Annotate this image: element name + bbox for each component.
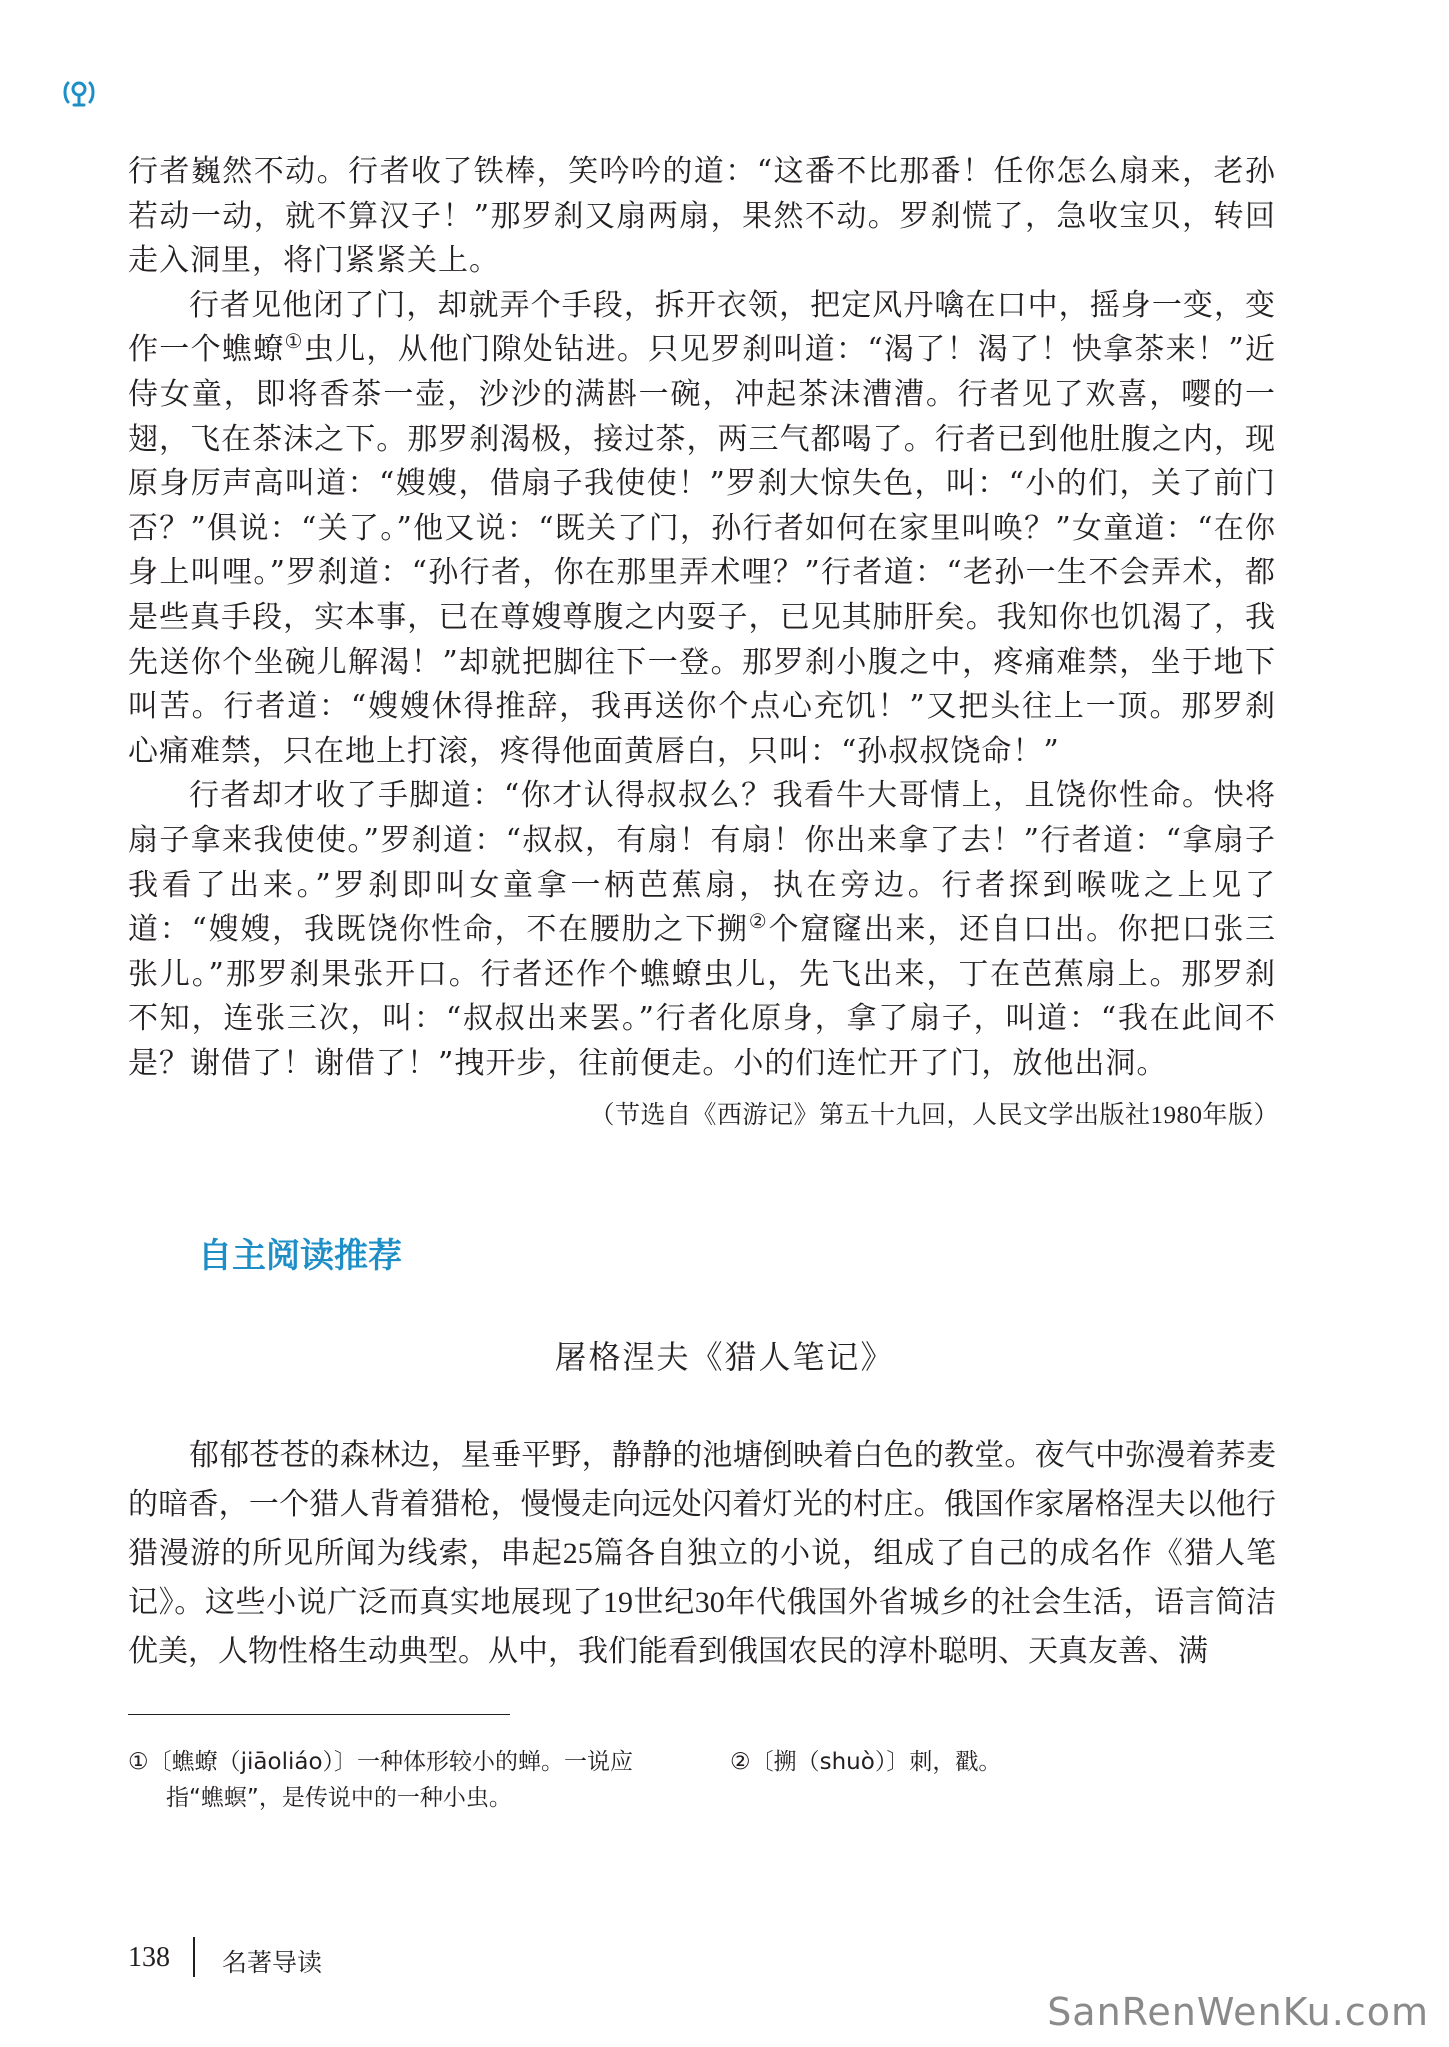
excerpt-paragraph-2-part-1: 行者见他闭了门，却就弄个手段，拆开衣领，把定风丹噙在口中，摇身一变，变作一个蟭蟟 (128, 287, 1276, 368)
reading-badge-icon (62, 78, 96, 108)
footnote-ref-2[interactable]: ② (748, 909, 769, 934)
excerpt-paragraph-2 (128, 284, 1276, 775)
section-heading: 自主阅读推荐 (198, 1236, 402, 1276)
footnote-divider (128, 1714, 510, 1715)
footer-separator (193, 1937, 195, 1977)
excerpt-paragraph-3-part-2: 个窟窿出来，还自口出。你把口张三张儿。”那罗刹果张开口。行者还作个蟭蟟虫儿，先飞出来，丁在芭蕉扇上。那罗刹不知，连张三次，叫：“叔叔出来罢。”行者化原身，拿了扇子，叫道：“我在此间不是？谢借了！谢借了！”拽开步，往前便走。小的们连忙开了门，放他出洞。 (128, 912, 1277, 1081)
book-introduction: 郁郁苍苍的森林边，星垂平野，静静的池塘倒映着白色的教堂。夜气中弥漫着荞麦的暗香，一个猎人背着猎枪，慢慢走向远处闪着灯光的村庄。俄国作家屠格涅夫以他行猎漫游的所见所闻为线索，串起25篇各自独立的小说，组成了自己的成名作《猎人笔记》。这些小说广泛而真实地展现了19世纪30年代俄国外省城乡的社会生活，语言简洁优美，人物性格生动典型。从中，我们能看到俄国农民的淳朴聪明、天真友善、满 (128, 1439, 1276, 1668)
book-title: 屠格涅夫《猎人笔记》 (554, 1338, 895, 1376)
excerpt-paragraph-3 (128, 774, 1276, 1086)
footnote-1-line-1: ①〔蟭蟟（jiāoliáo）〕一种体形较小的蝉。一说应 (128, 1749, 634, 1775)
excerpt-paragraph-2-part-2: 虫儿，从他门隙处钻进。只见罗刹叫道：“渴了！渴了！快拿茶来！”近侍女童，即将香茶一壶，沙沙的满斟一碗，冲起茶沫漕漕。行者见了欢喜，嘤的一翅，飞在茶沫之下。那罗刹渴极，接过茶，两三气都喝了。行者已到他肚腹之内，现原身厉声高叫道：“嫂嫂，借扇子我使使！”罗刹大惊失色，叫：“小的们，关了前门否？”俱说：“关了。”他又说：“既关了门，孙行者如何在家里叫唤？”女童道：“在你身上叫哩。”罗刹道：“孙行者，你在那里弄术哩？”行者道：“老孙一生不会弄术，都是些真手段，实本事，已在尊嫂尊腹之内耍子，已见其肺肝矣。我知你也饥渴了，我先送你个坐碗儿解渴！”却就把脚往下一登。那罗刹小腹之中，疼痛难禁，坐于地下叫苦。行者道：“嫂嫂休得推辞，我再送你个点心充饥！”又把头往上一顶。那罗刹心痛难禁，只在地上打滚，疼得他面黄唇白，只叫：“孙叔叔饶命！” (128, 332, 1277, 769)
novel-excerpt (128, 150, 1276, 1086)
footnote-ref-1[interactable]: ① (284, 329, 304, 354)
watermark: SanRenWenKu.com (1047, 1990, 1429, 2034)
footer-book-name: 名著导读 (222, 1948, 323, 1977)
footnote-1 (128, 1744, 688, 1816)
excerpt-paragraph-3-part-1: 行者却才收了手脚道：“你才认得叔叔么？我看牛大哥情上，且饶你性命。快将扇子拿来我使使。”罗刹道：“叔叔，有扇！有扇！你出来拿了去！”行者道：“拿扇子我看了出来。”罗刹即叫女童拿一柄芭蕉扇，执在旁边。行者探到喉咙之上见了道：“嫂嫂，我既饶你性命，不在腰肋之下搠 (128, 778, 1276, 948)
footnote-2: ②〔搠（shuò）〕刺，戳。 (730, 1749, 1002, 1775)
page-number: 138 (128, 1942, 170, 1973)
excerpt-source: （节选自《西游记》第五十九回，人民文学出版社1980年版） (589, 1102, 1279, 1129)
footnote-1-line-2: 指“蟭螟”，是传说中的一种小虫。 (166, 1785, 512, 1811)
excerpt-paragraph-1: 行者巍然不动。行者收了铁棒，笑吟吟的道：“这番不比那番！任你怎么扇来，老孙若动一动，就不算汉子！”那罗刹又扇两扇，果然不动。罗刹慌了，急收宝贝，转回走入洞里，将门紧紧关上。 (128, 154, 1276, 279)
